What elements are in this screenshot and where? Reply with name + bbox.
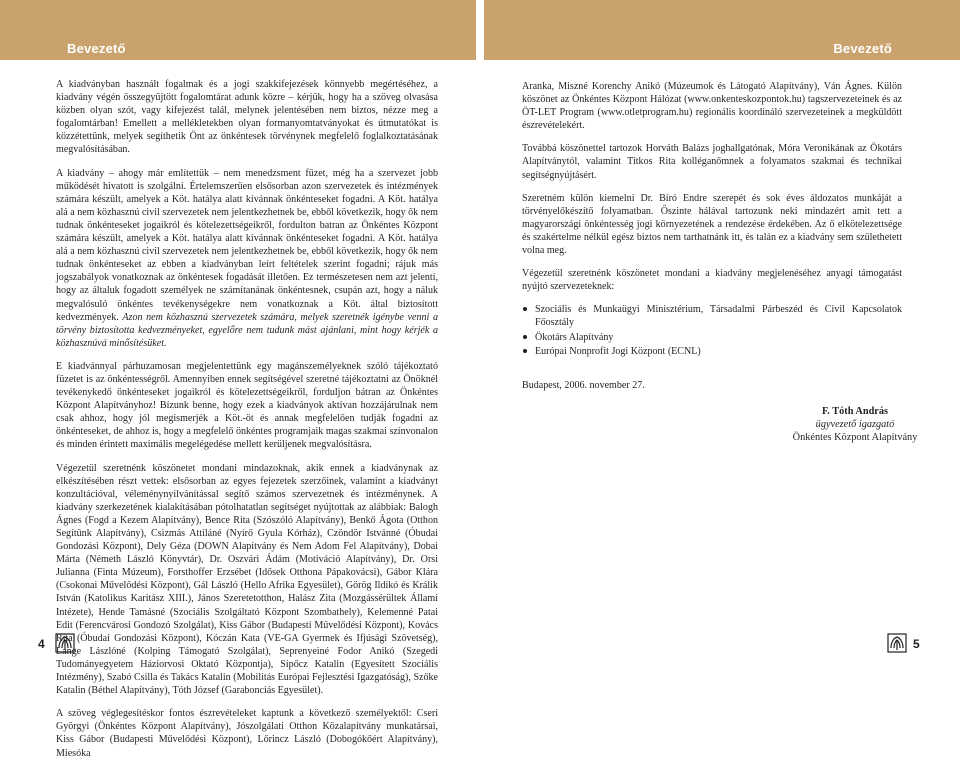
right-page-body	[522, 80, 902, 402]
thanks-paragraph: Aranka, Miszné Korenchy Anikó (Múzeumok és Látogató Alapítvány), Ván Ágnes. Külön köszönet az Önkéntes Központ Hálózat (www.onkenteskozpontok.hu) tagszervezeteinek és az ÖT-LET Program (www.otletprogram.hu) regionális koordináló szervezeteinek a megküldött észrevételekért.	[522, 81, 902, 132]
signature-role: ügyvezető igazgató	[815, 419, 895, 430]
sponsor-item: Ökotárs Alapítvány	[522, 331, 902, 344]
scope-text: A kiadvány – ahogy már említettük – nem menedzsment füzet, még ha a szervezet jobb működését hivatott is szolgálni. Értelemszerűen elsősorban azon szervezetek és intézmények számára készült, amelyek a Köt. hatálya alatt kívánnak önkénteseket fogadni. A Köt. hatálya alá a nem közhasznú civil szervezetek nem jelentkezhetnek be, ebből következik, hogy ők nem tudnak önkénteseket jogaikról és kötelezettségeikről, fordulton batran az Önkéntes Központ számára készült, amelyek a Köt. hatálya alatt kívánnak önkénteseket fogadni. A Köt. hatálya alá a nem közhasznú civil szervezetek nem jelentkezhetnek be, ebből következik, hogy ők nem tudnak önkénteseket az ebben a kiadványban leírt feltételek szerint fogadni; rájuk más jogszabályok vonatkoznak az önkéntesek fogadását illetően. Ez természetesen nem azt jelenti, hogy az általuk fogadott személyek ne számítanának önkéntesnek, csupán azt, hogy a náluk megvalósuló önkéntes tevékenységekre nem vonatkoznak a Köt. által biztosított kedvezmények.	[56, 167, 438, 323]
running-header-right: Bevezető	[833, 41, 892, 56]
signature-name: F. Tóth András	[821, 406, 889, 417]
left-page-body	[56, 78, 438, 770]
scope-italic-text: Azon nem közhasznú szervezetek számára, melyek szeretnék igénybe venni a törvény biztosította kedvezményeket, egyelőre nem tudunk mást ajánlani, mint hogy kérjék a közhasznúvá minősítésüket.	[56, 311, 438, 349]
ornament-icon	[55, 633, 75, 653]
date-line: Budapest, 2006. november 27.	[522, 379, 645, 391]
page-number-right: 5	[913, 637, 920, 651]
signature-org: Önkéntes Központ Alapítvány	[792, 432, 918, 443]
scope-paragraph	[56, 167, 438, 350]
sponsor-item: Szociális és Munkaügyi Minisztérium, Társadalmi Párbeszéd és Civil Kapcsolatok Főosztály	[522, 303, 902, 329]
sponsor-list	[522, 303, 902, 357]
signature-block	[760, 405, 950, 444]
acknowledgements-paragraph: Végezetül szeretnénk köszönetet mondani mindazoknak, akik ennek a kiadványnak az elkészítésében részt vettek: elsősorban az egyes fejezetek szerzőinek, valamint a kiadványt konzultációval, véleménynyilvánítással segítő számos szervezetnek és intézménynek. A kiadvány szerkezetének kialakításában pótolhatatlan segítséget nyújtottak az alábbiak: Balogh Ágnes (Fogd a Kezem Alapítvány), Bence Rita (Szószóló Alapítvány), Benkő Ágota (Otthon Segítünk Alapítvány), Csizmás Attiláné (Nyírő Gyula Kórház), Czöndör Istvánné (Óbudai Gondozási Központ), Dely Géza (DOWN Alapítvány és Nem Adom Fel Alapítvány), Dobai Márta (Németh László Könyvtár), Dr. Oszvári Ádám (Motiváció Alapítvány), Dr. Orsi Julianna (Finta Múzeum), Forsthoffer Erzsébet (Idősek Otthona Pápakovácsi), Gábor Klára (Csokonai Művelődési Központ), Gál László (Hello Afrika Egyesület), Görög Ildikó és Králik István (Katolikus Karitász XIII.), János Szeretetotthon, Halász Zita (Mozgássérültek Állami Intézete), Hende Tamásné (Szociális Szolgáltató Központ Szombathely), Kelemenné Patai Edit (Ferencvárosi Gondozó Szolgálat), Kiss Gábor (Budapesti Művelődési Központ), Kovács Rita (Óbudai Gondozási Központ), Kóczán Kata (VE-GA Gyermek és Ifjúsági Szövetség), Lange Lászlóné (Kolping Támogató Szolgálat), Seprenyeiné Fodor Anikó (Szegedi Tudományegyetem Háziorvosi Oktató Központja), Sipőcz Katalin (Egyesített Szociális Intézmény), Szabó Csilla és Takács Katalin (Mobilitás Európai Fejlesztési Igazgatóság), Szőke Katalin (Béthel Alapítvány), Tóth József (Garabonciás Egyesület).	[56, 462, 438, 697]
reviewers-paragraph: A szöveg véglegesítéskor fontos észrevételeket kaptunk a következő személyektől: Cseri Györgyi (Önkéntes Központ Alapítvány), Jószolgálati Otthon Közalapítvány munkatársai, Kiss Gábor (Budapesti Művelődési Központ), Lőrincz László (Dobogókőért Alapítvány), Miesóka	[56, 708, 438, 759]
running-header-left: Bevezető	[67, 41, 126, 56]
ornament-icon	[887, 633, 907, 653]
page-number-left: 4	[38, 637, 45, 651]
special-thanks-paragraph: Szeretném külön kiemelni Dr. Bíró Endre szerepét és sok éves áldozatos munkáját a törvényelőkészítő folyamatban. Őszinte hálával tartozunk neki mindazért amit tett a magyarországi önkéntesség jogi környezetének a rendezése érdekében. Az ő elkötelezettsége és szakértelme nélkül egész biztos nem tarthatnánk itt, és talán ez a kiadvány sem születhetett volna meg.	[522, 192, 902, 257]
technical-help-paragraph: Továbbá köszönettel tartozok Horváth Balázs joghallgatónak, Móra Veronikának az Ökotárs Alapítványtól, valamint Titkos Rita kolléganőmnek a folyamatos szakmai és technikai segítségnyújtásért.	[522, 143, 902, 181]
sponsors-intro-paragraph: Végezetül szeretnénk köszönetet mondani a kiadvány megjelenéséhez anyagi támogatást nyújtó szervezeteknek:	[522, 268, 902, 293]
intro-paragraph: A kiadványban használt fogalmak és a jogi szakkifejezések könnyebb megértéséhez, a kiadvány végén összegyűjtött fogalomtárat adunk közre – kérjük, hogy ha a szöveg olvasása közben olyan szót, vagy kifejezést talál, melynek jelentésében nem biztos, nézze meg a fogalomtárban! Emellett a mellékletekben olyan formanyomtatványokat és útmutatókat is közzétettünk, melyek segíthetik Önt az önkéntesek törvénynek megfelelő foglalkoztatásának megvalósításában.	[56, 79, 438, 156]
page-gutter	[476, 0, 484, 682]
sponsor-item: Európai Nonprofit Jogi Központ (ECNL)	[522, 345, 902, 358]
companion-booklet-paragraph: E kiadvánnyal párhuzamosan megjelentettünk egy magánszemélyeknek szóló tájékoztató füzetet is az önkéntességről. Amennyiben ennek segítségével szeretné tájékoztatni az Önöknél tevékenykedő önkénteseket jogaikról és kötelezettségeikről, forduljon bátran az Önkéntes Központ Alapítványhoz! Bízunk benne, hogy ezek a kiadványok aktívan hozzájárulnak nem csak ahhoz, hogy jól megismerjék a Köt.-öt és annak megfelelően tudják fogadni az önkénteseket, de ahhoz is, hogy a megfelelő önkéntes programjaik magas szakmai színvonalon és minden érintett maximális megelégedése mellett kerüljenek megvalósításra.	[56, 360, 438, 451]
